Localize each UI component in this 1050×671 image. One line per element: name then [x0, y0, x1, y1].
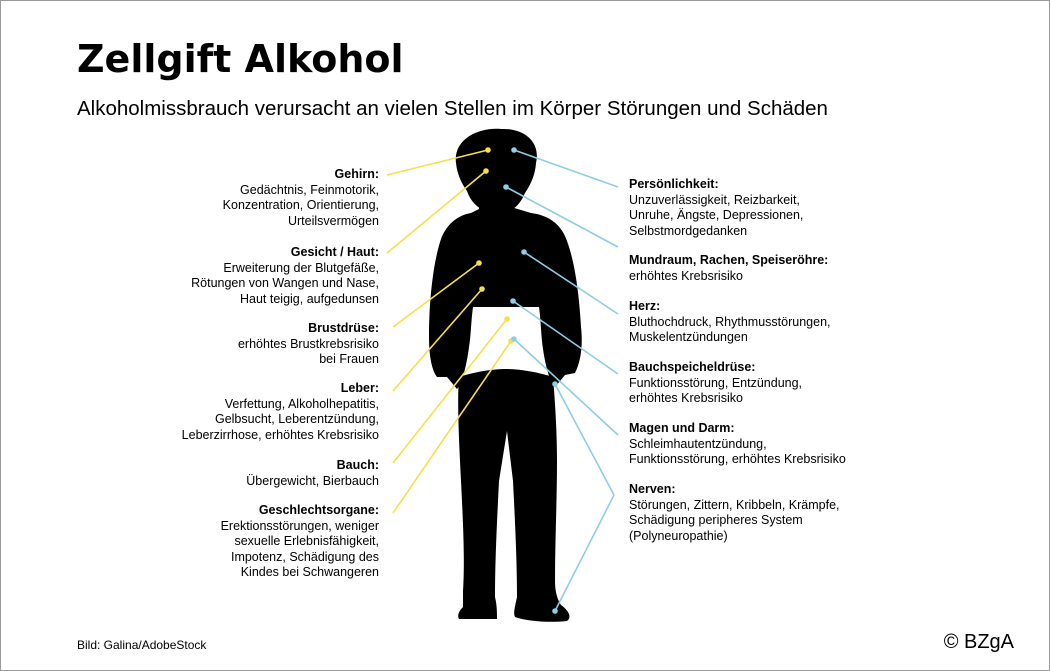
- label-nerves-heading: Nerven:: [629, 482, 676, 496]
- label-stomach-bowel-text: Schleimhautentzündung, Funktionsstörung, erhöhtes Krebsrisiko: [629, 436, 846, 467]
- label-breast-gland: [238, 321, 379, 368]
- label-pancreas-text: Funktionsstörung, Entzündung, erhöhtes Krebsrisiko: [629, 375, 803, 406]
- label-nerves: [629, 482, 840, 544]
- label-liver: [182, 381, 379, 443]
- label-brain-heading: Gehirn:: [334, 167, 379, 181]
- label-mouth-throat: [629, 253, 828, 284]
- label-heart-text: Bluthochdruck, Rhythmusstörungen, Muskelentzündungen: [629, 314, 831, 345]
- label-brain-text: Gedächtnis, Feinmotorik, Konzentration, Orientierung, Urteilsvermögen: [222, 182, 379, 228]
- label-heart: [629, 299, 831, 346]
- label-brain: [223, 167, 379, 229]
- label-belly-text: Übergewicht, Bierbauch: [246, 473, 379, 488]
- label-genitals-heading: Geschlechtsorgane:: [258, 503, 379, 517]
- label-nerves-text: Störungen, Zittern, Kribbeln, Krämpfe, Schädigung peripheres System (Polyneuropathie): [629, 497, 840, 543]
- label-face-skin: [191, 245, 379, 307]
- label-personality-text: Unzuverlässigkeit, Reizbarkeit, Unruhe, Ängste, Depressionen, Selbstmordgedanken: [629, 192, 804, 238]
- label-mouth-throat-heading: Mundraum, Rachen, Speiseröhre:: [629, 253, 829, 267]
- label-stomach-bowel: [629, 421, 846, 468]
- label-breast-gland-text: erhöhtes Brustkrebsrisiko bei Frauen: [237, 336, 379, 367]
- label-face-skin-text: Erweiterung der Blutgefäße, Rötungen von Wangen und Nase, Haut teigig, aufgedunsen: [191, 260, 379, 306]
- label-liver-heading: Leber:: [340, 381, 379, 395]
- image-credit: Bild: Galina/AdobeStock: [77, 638, 207, 652]
- copyright-notice: © BZgA: [943, 631, 1014, 653]
- page-title: Zellgift Alkohol: [77, 37, 404, 81]
- label-personality-heading: Persönlichkeit:: [629, 177, 719, 191]
- label-liver-text: Verfettung, Alkoholhepatitis, Gelbsucht, Leberentzündung, Leberzirrhose, erhöhtes Krebsrisiko: [181, 396, 379, 442]
- body-diagram: [1, 1, 1049, 670]
- label-genitals-text: Erektionsstörungen, weniger sexuelle Erlebnisfähigkeit, Impotenz, Schädigung des Kindes bei Schwangeren: [220, 518, 379, 580]
- label-stomach-bowel-heading: Magen und Darm:: [629, 421, 735, 435]
- label-belly-heading: Bauch:: [336, 458, 379, 472]
- label-belly: [246, 458, 379, 489]
- label-breast-gland-heading: Brustdrüse:: [308, 321, 379, 335]
- label-heart-heading: Herz:: [629, 299, 661, 313]
- human-silhouette: [429, 129, 582, 622]
- page-subtitle: Alkoholmissbrauch verursacht an vielen Stellen im Körper Störungen und Schäden: [77, 97, 828, 120]
- label-mouth-throat-text: erhöhtes Krebsrisiko: [629, 268, 743, 283]
- label-face-skin-heading: Gesicht / Haut:: [290, 245, 379, 259]
- label-genitals: [221, 503, 379, 581]
- label-pancreas-heading: Bauchspeicheldrüse:: [629, 360, 756, 374]
- label-pancreas: [629, 360, 802, 407]
- label-personality: [629, 177, 803, 239]
